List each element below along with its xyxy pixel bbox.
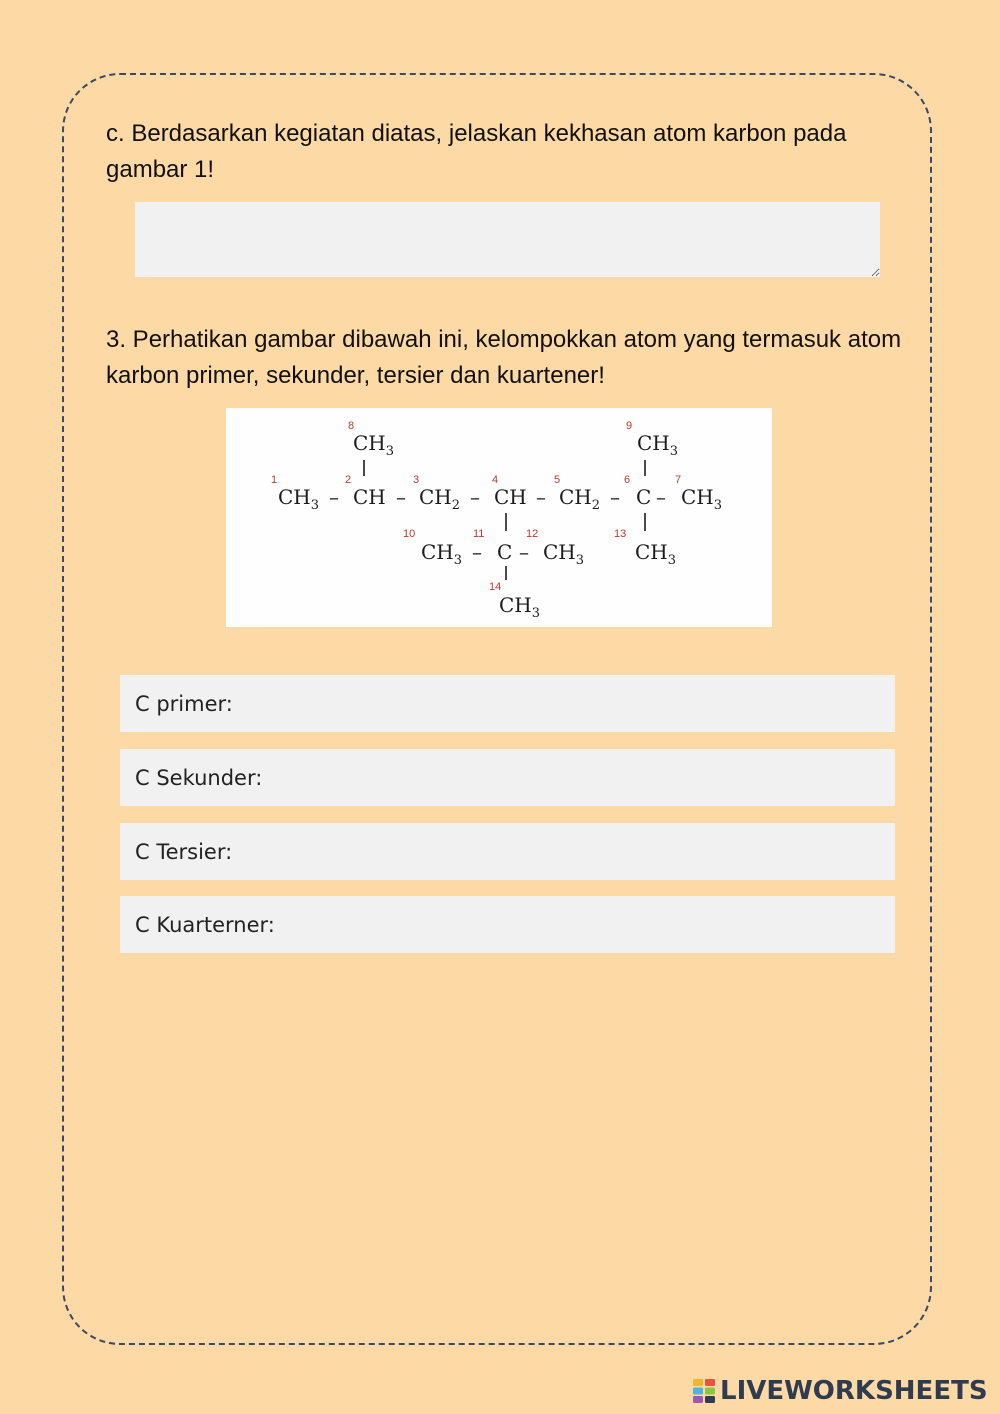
question-c-answer-field[interactable] <box>135 202 880 277</box>
carbon-number-12: 12 <box>526 528 539 540</box>
question-3-text: 3. Perhatikan gambar dibawah ini, kelompokkan atom yang termasuk atom karbon primer, sekunder, tersier dan kuartener! <box>106 326 902 389</box>
carbon-number-4: 4 <box>492 474 499 486</box>
bond-6-7: – <box>656 485 666 509</box>
carbon-number-6: 6 <box>624 474 631 486</box>
bond-2-3: – <box>396 485 406 509</box>
bond-11-12: – <box>519 540 529 564</box>
liveworksheets-wordmark: LIVEWORKSHEETS <box>720 1376 988 1406</box>
carbon-number-5: 5 <box>554 474 561 486</box>
group-c7: $CH_3$ <box>681 485 723 513</box>
group-c14: $CH_3$ <box>499 593 541 621</box>
group-c6: C <box>636 485 652 509</box>
question-c-text: c. Berdasarkan kegiatan diatas, jelaskan kekhasan atom karbon pada gambar 1! <box>106 120 847 183</box>
c-sekunder-input[interactable] <box>270 748 895 807</box>
bond-3-4: – <box>470 485 480 509</box>
carbon-number-11: 11 <box>473 528 485 540</box>
carbon-number-9: 9 <box>626 420 633 432</box>
c-sekunder-field <box>120 749 895 806</box>
c-kuarterner-label: C Kuarterner: <box>135 912 275 937</box>
structure-svg <box>226 408 772 627</box>
group-c5: $CH_2$ <box>559 485 601 513</box>
bond-5-6: – <box>610 485 620 509</box>
bond-10-11: – <box>472 540 482 564</box>
group-c11: C <box>497 540 513 564</box>
c-kuarterner-field <box>120 896 895 953</box>
group-c10: $CH_3$ <box>421 540 463 568</box>
bond-4-5: – <box>536 485 546 509</box>
group-c4: CH <box>494 485 527 509</box>
group-c1: $CH_3$ <box>278 485 320 513</box>
carbon-number-7: 7 <box>675 474 682 486</box>
bond-1-2: – <box>329 485 339 509</box>
liveworksheets-logo <box>693 1374 988 1408</box>
group-c12: $CH_3$ <box>543 540 585 568</box>
c-primer-label: C primer: <box>135 691 233 716</box>
c-kuarterner-input[interactable] <box>283 895 895 954</box>
carbon-number-3: 3 <box>413 474 420 486</box>
carbon-number-13: 13 <box>614 528 627 540</box>
group-c8: $CH_3$ <box>353 431 395 459</box>
liveworksheets-logo-icon <box>693 1379 715 1403</box>
group-c2: CH <box>353 485 386 509</box>
c-primer-field <box>120 675 895 732</box>
carbon-structure-figure <box>226 408 772 627</box>
carbon-number-2: 2 <box>345 474 352 486</box>
c-sekunder-label: C Sekunder: <box>135 765 263 790</box>
c-primer-input[interactable] <box>241 674 895 733</box>
carbon-number-14: 14 <box>489 581 502 593</box>
c-tersier-field <box>120 823 895 880</box>
carbon-number-8: 8 <box>348 420 355 432</box>
c-tersier-input[interactable] <box>240 822 895 881</box>
group-c9: $CH_3$ <box>637 431 679 459</box>
carbon-number-10: 10 <box>403 528 416 540</box>
group-c13: $CH_3$ <box>635 540 677 568</box>
c-tersier-label: C Tersier: <box>135 839 233 864</box>
group-c3: $CH_2$ <box>419 485 461 513</box>
carbon-number-1: 1 <box>271 474 278 486</box>
